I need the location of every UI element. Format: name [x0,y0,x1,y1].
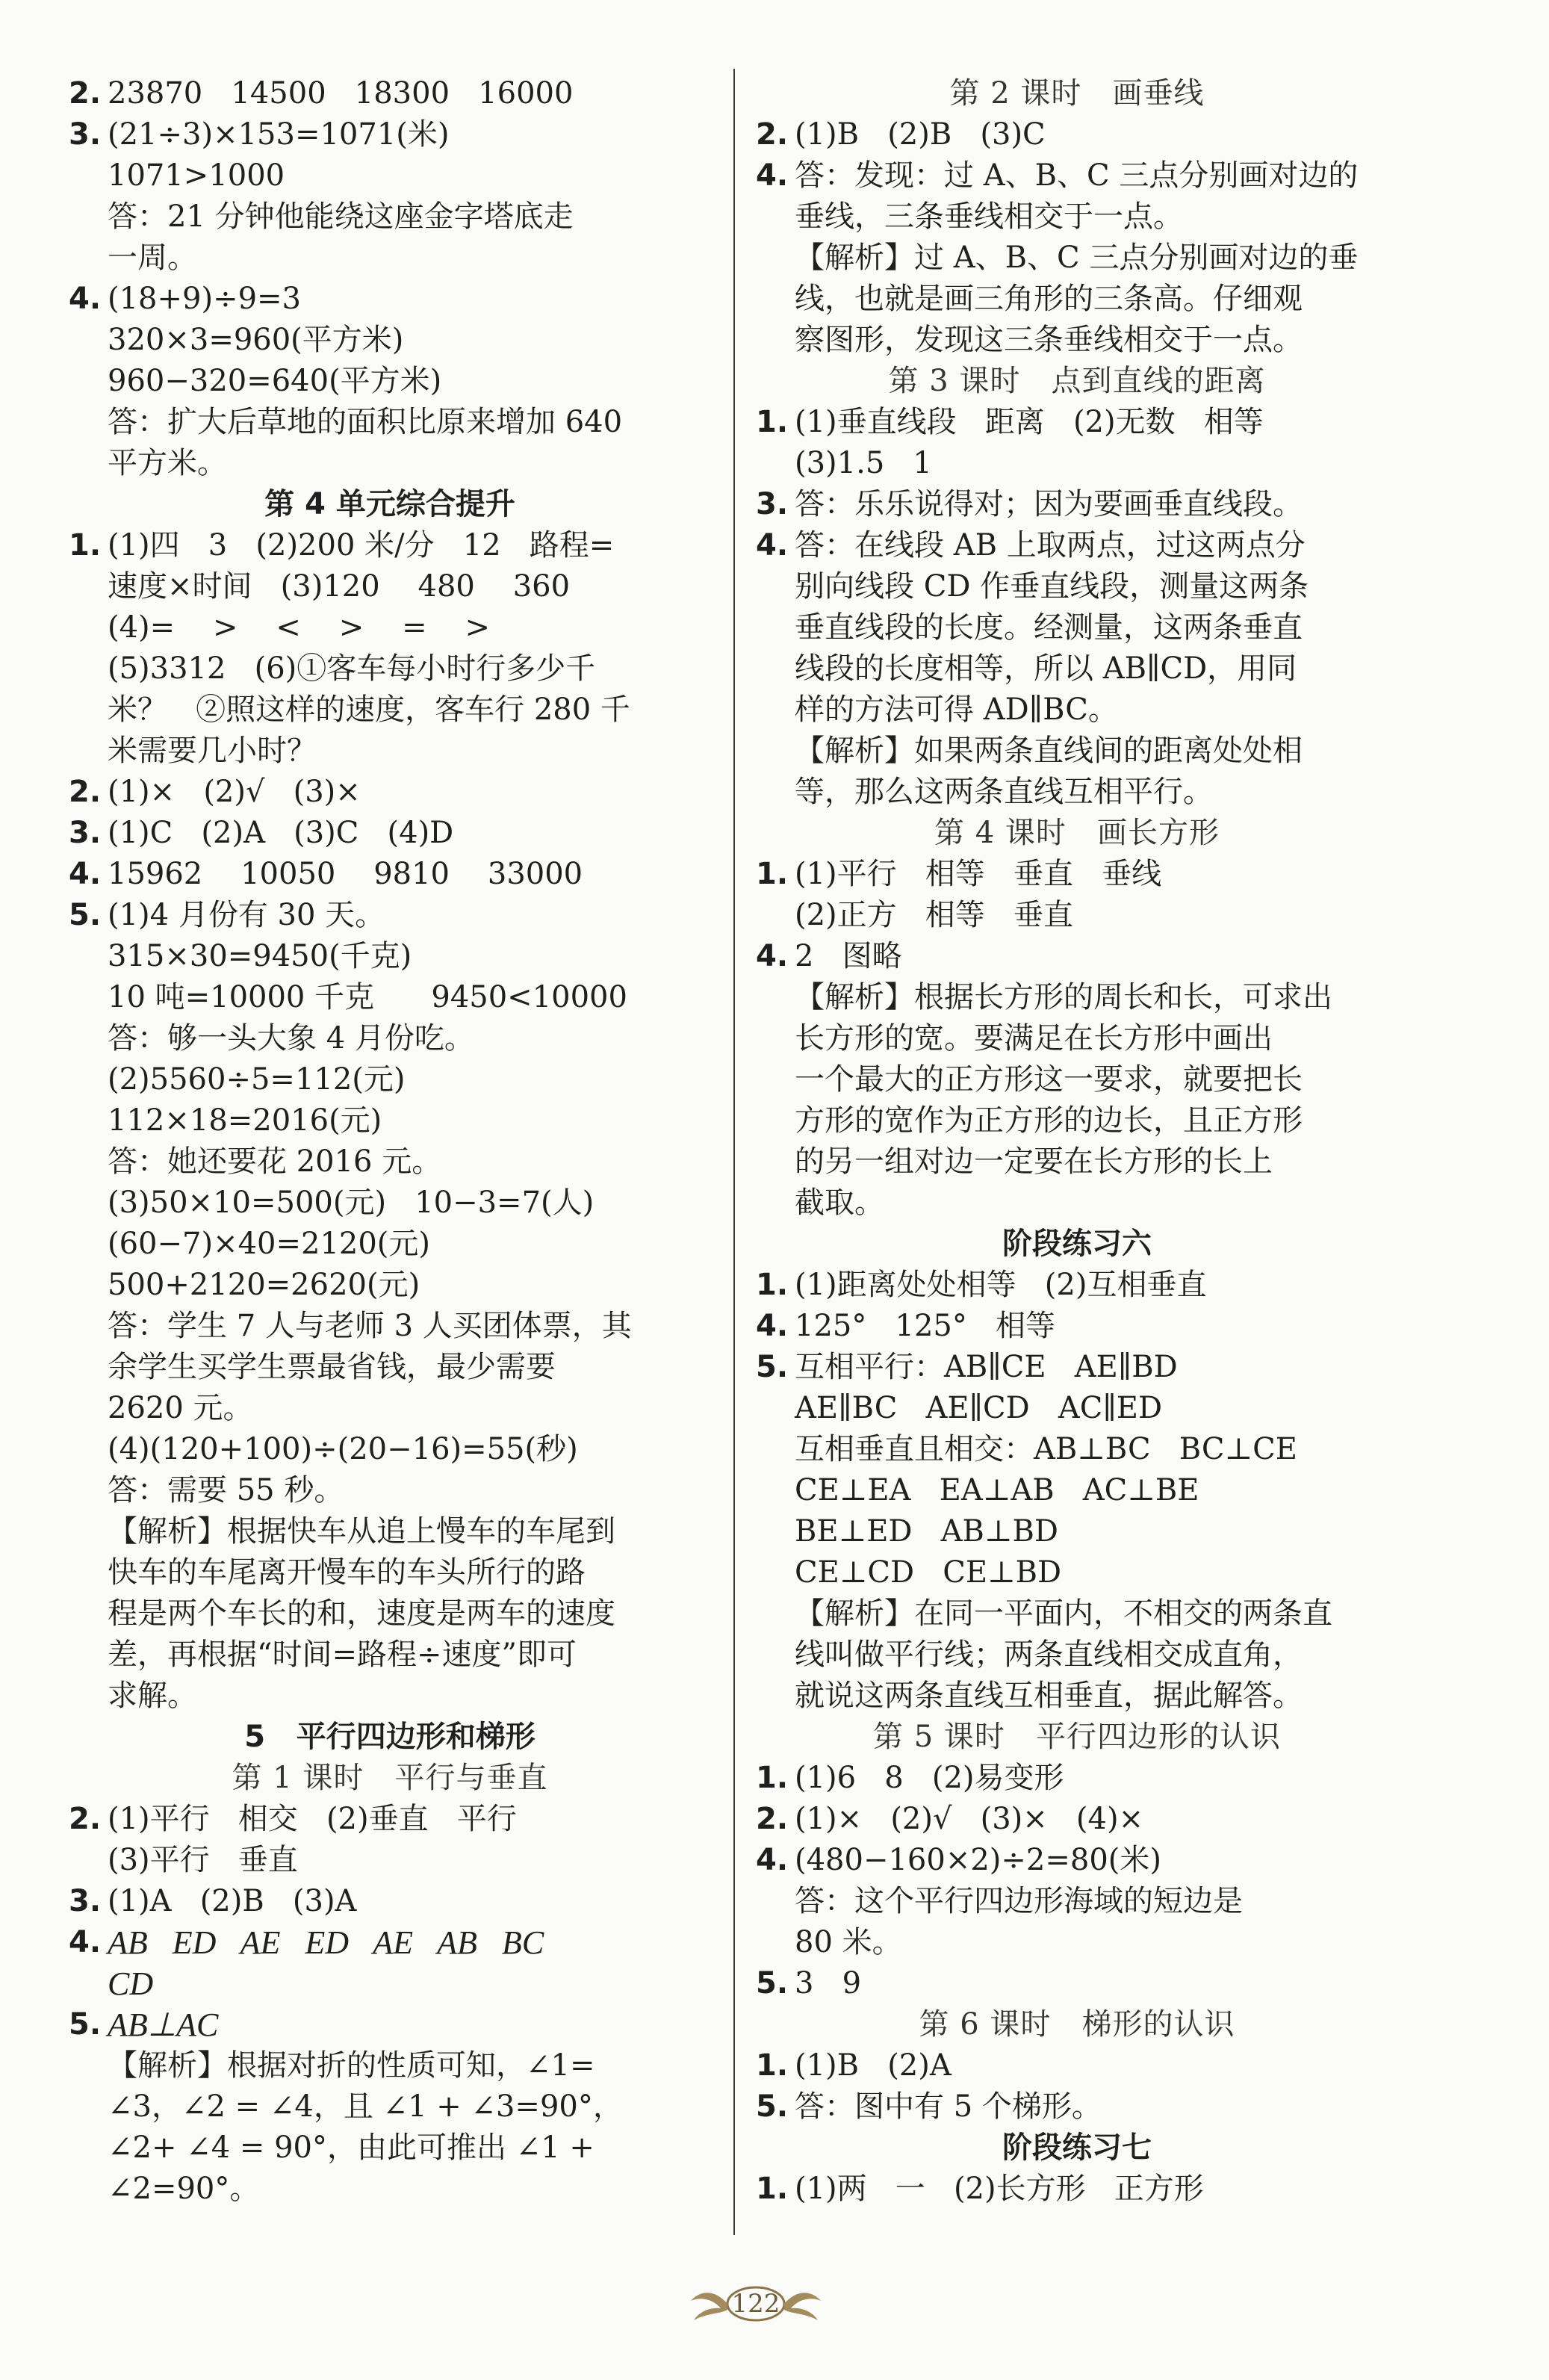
answer-text: (1)A (2)B (3)A [108,1884,357,1918]
answer-line [69,2004,711,2045]
answer-line [69,238,711,279]
answer-text: 10 吨=10000 千克 9450<10000 [108,980,627,1014]
answer-text: 答：图中有 5 个梯形。 [795,2089,1102,2124]
answer-line [69,2169,711,2210]
lesson-heading: 第 5 课时 平行四边形的认识 [872,1720,1282,1754]
answer-text: (1)4 月份有 30 天。 [108,898,385,932]
answer-line [69,566,711,607]
answer-line [756,1265,1398,1306]
answer-line [69,2086,711,2128]
answer-line [756,936,1398,977]
question-number: 3. [69,117,102,152]
answer-line [756,1347,1398,1388]
answer-line [69,279,711,320]
answer-text: (1)平行 相等 垂直 垂线 [795,857,1162,891]
answer-text: 方形的宽作为正方形的边长，且正方形 [795,1103,1303,1138]
answer-line [69,1470,711,1511]
answer-text: 米需要几小时？ [108,734,317,768]
question-number: 1. [756,2048,789,2083]
answer-line [69,443,711,484]
answer-text: 线，也就是画三角形的三条高。仔细观 [795,282,1303,316]
answer-line [756,1183,1398,1224]
answer-line [756,1141,1398,1183]
answer-line [69,320,711,361]
question-number: 2. [756,1802,789,1836]
answer-text: 答：乐乐说得对；因为要画垂直线段。 [795,487,1303,521]
answer-text: 余学生买学生票最省钱，最少需要 [108,1350,556,1384]
answer-line [69,114,711,155]
answer-text: (18+9)÷9=3 [108,282,302,316]
answer-text: 【解析】根据对折的性质可知，∠1= [108,2048,595,2083]
question-number: 4. [756,528,789,563]
answer-text: CE⊥CD CE⊥BD [795,1555,1062,1590]
answer-line [69,1141,711,1183]
question-number: 4. [756,158,789,193]
answer-text: 的另一组对边一定要在长方形的长上 [795,1144,1273,1179]
answer-line [756,2045,1398,2086]
answer-line [756,1676,1398,1717]
answer-line [756,1634,1398,1676]
answer-line [756,1388,1398,1429]
answer-line [69,1881,711,1922]
page-footer [685,2274,827,2334]
answer-text: (3)平行 垂直 [108,1843,298,1877]
answer-text: 互相垂直且相交：AB⊥BC BC⊥CE [795,1432,1297,1466]
answer-line [69,1799,711,1840]
question-number: 3. [69,816,102,850]
answer-line [756,895,1398,936]
answer-text: (21÷3)×153=1071(米) [108,117,450,152]
answer-line [69,1840,711,1881]
answer-text: (1)垂直线段 距离 (2)无数 相等 [795,405,1264,439]
answer-text: AE∥BC AE∥CD AC∥ED [795,1391,1163,1425]
section-heading: 5 平行四边形和梯形 [244,1720,536,1754]
answer-line [69,1593,711,1634]
answer-text: 【解析】如果两条直线间的距离处处相 [795,734,1303,768]
right-column [756,73,1398,2210]
answer-line [756,1922,1398,1963]
lesson-heading: 第 4 课时 画长方形 [934,816,1220,850]
question-number: 1. [756,405,789,439]
answer-text: 320×3=960(平方米) [108,323,404,357]
answer-text: (3)1.5 1 [795,446,932,480]
answer-text: 速度×时间 (3)120 480 360 [108,569,571,604]
answer-line [69,1511,711,1552]
question-number: 5. [756,2089,789,2124]
answer-text: 315×30=9450(千克) [108,939,412,973]
answer-line [756,854,1398,895]
answer-text: ∠2+ ∠4 = 90°，由此可推出 ∠1 + [108,2130,595,2165]
answer-text: 2 图略 [795,939,902,973]
question-number: 5. [756,1350,789,1384]
answer-text: 长方形的宽。要满足在长方形中画出 [795,1021,1273,1056]
answer-line [69,2128,711,2169]
answer-line [69,1265,711,1306]
answer-text: 答：需要 55 秒。 [108,1473,344,1507]
lesson-heading: 第 6 课时 梯形的认识 [919,2007,1235,2042]
answer-line [756,196,1398,238]
answer-text: CD [108,1965,154,2002]
answer-line [756,114,1398,155]
answer-text: 答：学生 7 人与老师 3 人买团体票，其 [108,1309,632,1343]
answer-text: ∠2=90°。 [108,2172,260,2206]
answer-line [69,402,711,443]
question-number: 2. [69,775,102,809]
answer-line [69,525,711,566]
answer-text: 截取。 [795,1186,884,1220]
question-number: 2. [69,1802,102,1836]
answer-line [69,2045,711,2086]
answer-text: (3)50×10=500(元) 10−3=7(人) [108,1186,595,1220]
answer-text: 【解析】过 A、B、C 三点分别画对边的垂 [795,241,1359,275]
answer-text: 察图形，发现这三条垂线相交于一点。 [795,323,1303,357]
answer-text: (1)× (2)√ (3)× (4)× [795,1802,1144,1836]
answer-text: 米？ ②照这样的速度，客车行 280 千 [108,692,630,727]
answer-text: 差，再根据“时间=路程÷速度”即可 [108,1637,577,1672]
answer-text: (4)(120+100)÷(20−16)=55(秒) [108,1432,578,1466]
lesson-heading: 第 3 课时 点到直线的距离 [888,364,1266,398]
answer-text: (1)两 一 (2)长方形 正方形 [795,2172,1204,2206]
answer-line [756,443,1398,484]
section-heading: 第 4 单元综合提升 [264,487,515,521]
answer-line [756,2086,1398,2128]
answer-line [69,155,711,196]
question-number: 4. [69,282,102,316]
question-number: 4. [756,939,789,973]
answer-line [69,1429,711,1470]
answer-line [756,772,1398,813]
answer-text: 线叫做平行线；两条直线相交成直角， [795,1637,1303,1672]
answer-line [756,731,1398,772]
question-number: 2. [69,76,102,111]
answer-line [69,1100,711,1141]
answer-line [69,1224,711,1265]
answer-text: 1071>1000 [108,158,285,193]
answer-text: (60−7)×40=2120(元) [108,1227,431,1261]
answer-text: 答：她还要花 2016 元。 [108,1144,442,1179]
section-heading: 阶段练习六 [1002,1227,1152,1261]
answer-text: (480−160×2)÷2=80(米) [795,1843,1161,1877]
question-number: 1. [69,528,102,563]
column-divider [733,69,735,2235]
answer-line [69,1306,711,1347]
answer-text: 平方米。 [108,446,227,480]
answer-line [69,1018,711,1059]
answer-line [756,402,1398,443]
answer-line [756,566,1398,607]
answer-line [69,196,711,238]
answer-text: 【解析】根据长方形的周长和长，可求出 [795,980,1332,1014]
answer-line [69,1059,711,1100]
answer-text: (2)正方 相等 垂直 [795,898,1073,932]
answer-text: (2)5560÷5=112(元) [108,1062,406,1097]
answer-text: (1)B (2)B (3)C [795,117,1046,152]
answer-text: 3 9 [795,1966,862,2001]
question-number: 3. [69,1884,102,1918]
answer-text: (1)B (2)A [795,2048,952,2083]
answer-line [69,772,711,813]
question-number: 4. [69,1925,102,1959]
answer-line [69,936,711,977]
answer-line [756,1429,1398,1470]
question-number: 4. [69,857,102,891]
section-heading: 阶段练习七 [1002,2130,1152,2165]
answer-text: AB ED AE ED AE AB BC [108,1924,544,1961]
answer-text: ∠3，∠2 = ∠4，且 ∠1 + ∠3=90°， [108,2089,623,2124]
question-number: 1. [756,857,789,891]
answer-line [69,361,711,402]
answer-text: (5)3312 (6)①客车每小时行多少千 [108,651,596,686]
answer-line [756,155,1398,196]
answer-text: 答：这个平行四边形海域的短边是 [795,1884,1243,1918]
answer-line [756,1881,1398,1922]
page-number: 122 [731,2289,780,2319]
question-number: 2. [756,117,789,152]
left-column [69,73,711,2210]
answer-line [69,1922,711,1963]
answer-line [756,484,1398,525]
answer-line [756,607,1398,648]
answer-text: 【解析】在同一平面内，不相交的两条直 [795,1596,1332,1631]
answer-text: 垂直线段的长度。经测量，这两条垂直 [795,610,1303,645]
answer-text: 答：够一头大象 4 月份吃。 [108,1021,474,1056]
answer-text: 2620 元。 [108,1391,253,1425]
answer-line [69,73,711,114]
answer-line [756,2169,1398,2210]
question-number: 5. [69,2007,102,2042]
question-number: 5. [69,898,102,932]
answer-text: 样的方法可得 AD∥BC。 [795,692,1118,727]
answer-text: 答：扩大后草地的面积比原来增加 640 [108,405,623,439]
answer-text: 快车的车尾离开慢车的车头所行的路 [108,1555,586,1590]
answer-line [69,607,711,648]
answer-text: 【解析】根据快车从追上慢车的车尾到 [108,1514,615,1549]
answer-line [69,648,711,689]
answer-text: 23870 14500 18300 16000 [108,76,574,111]
answer-text: (1)平行 相交 (2)垂直 平行 [108,1802,517,1836]
answer-text: CE⊥EA EA⊥AB AC⊥BE [795,1473,1199,1507]
answer-text: 求解。 [108,1679,197,1713]
question-number: 1. [756,2172,789,2206]
answer-text: 一个最大的正方形这一要求，就要把长 [795,1062,1303,1097]
answer-line [69,895,711,936]
answer-line [756,1018,1398,1059]
lesson-heading: 第 1 课时 平行与垂直 [232,1761,548,1795]
question-number: 4. [756,1843,789,1877]
answer-text: 线段的长度相等，所以 AB∥CD，用同 [795,651,1297,686]
answer-text: 960−320=640(平方米) [108,364,442,398]
answer-line [69,1347,711,1388]
answer-text: 垂线，三条垂线相交于一点。 [795,199,1183,234]
answer-text: BE⊥ED AB⊥BD [795,1514,1058,1549]
answer-line [756,1758,1398,1799]
answer-line [756,1511,1398,1552]
answer-line [756,279,1398,320]
answer-line [756,1470,1398,1511]
answer-text: 别向线段 CD 作垂直线段，测量这两条 [795,569,1309,604]
answer-text: 80 米。 [795,1925,902,1959]
answer-line [69,977,711,1018]
answer-text: 500+2120=2620(元) [108,1268,420,1302]
answer-line [69,1676,711,1717]
question-number: 1. [756,1761,789,1795]
answer-line [756,1552,1398,1593]
answer-line [69,1634,711,1676]
answer-line [69,1963,711,2004]
answer-line [756,1593,1398,1634]
answer-text: 互相平行：AB∥CE AE∥BD [795,1350,1178,1384]
answer-text: 15962 10050 9810 33000 [108,857,583,891]
answer-text: (1)距离处处相等 (2)互相垂直 [795,1268,1207,1302]
answer-line [756,1059,1398,1100]
answer-text: 112×18=2016(元) [108,1103,382,1138]
answer-text: (1)C (2)A (3)C (4)D [108,816,454,850]
answer-line [69,813,711,854]
answer-text: (1)四 3 (2)200 米/分 12 路程= [108,528,615,563]
answer-line [756,1799,1398,1840]
answer-text: 答：21 分钟他能绕这座金字塔底走 [108,199,574,234]
answer-line [69,1183,711,1224]
question-number: 5. [756,1966,789,2001]
answer-line [756,977,1398,1018]
answer-line [69,1388,711,1429]
answer-text: (1)× (2)√ (3)× [108,775,361,809]
answer-text: AB⊥AC [108,2006,219,2043]
answer-text: 答：发现：过 A、B、C 三点分别画对边的 [795,158,1359,193]
answer-line [756,1840,1398,1881]
answer-text: 125° 125° 相等 [795,1309,1055,1343]
question-number: 3. [756,487,789,521]
answer-line [756,1963,1398,2004]
answer-text: 等，那么这两条直线互相平行。 [795,775,1213,809]
answer-line [69,1552,711,1593]
answer-line [756,689,1398,731]
question-number: 4. [756,1309,789,1343]
answer-line [69,854,711,895]
answer-text: 就说这两条直线互相垂直，据此解答。 [795,1679,1303,1713]
answer-text: 一周。 [108,241,197,275]
question-number: 1. [756,1268,789,1302]
lesson-heading: 第 2 课时 画垂线 [949,76,1205,111]
answer-text: 程是两个车长的和，速度是两车的速度 [108,1596,615,1631]
answer-line [756,1306,1398,1347]
answer-line [756,320,1398,361]
answer-line [756,648,1398,689]
answer-line [756,1100,1398,1141]
answer-text: (1)6 8 (2)易变形 [795,1761,1064,1795]
answer-line [69,731,711,772]
answer-line [69,689,711,731]
answer-line [756,238,1398,279]
answer-line [756,525,1398,566]
answer-text: (4)= > < > = > [108,610,491,645]
answer-text: 答：在线段 AB 上取两点，过这两点分 [795,528,1306,563]
